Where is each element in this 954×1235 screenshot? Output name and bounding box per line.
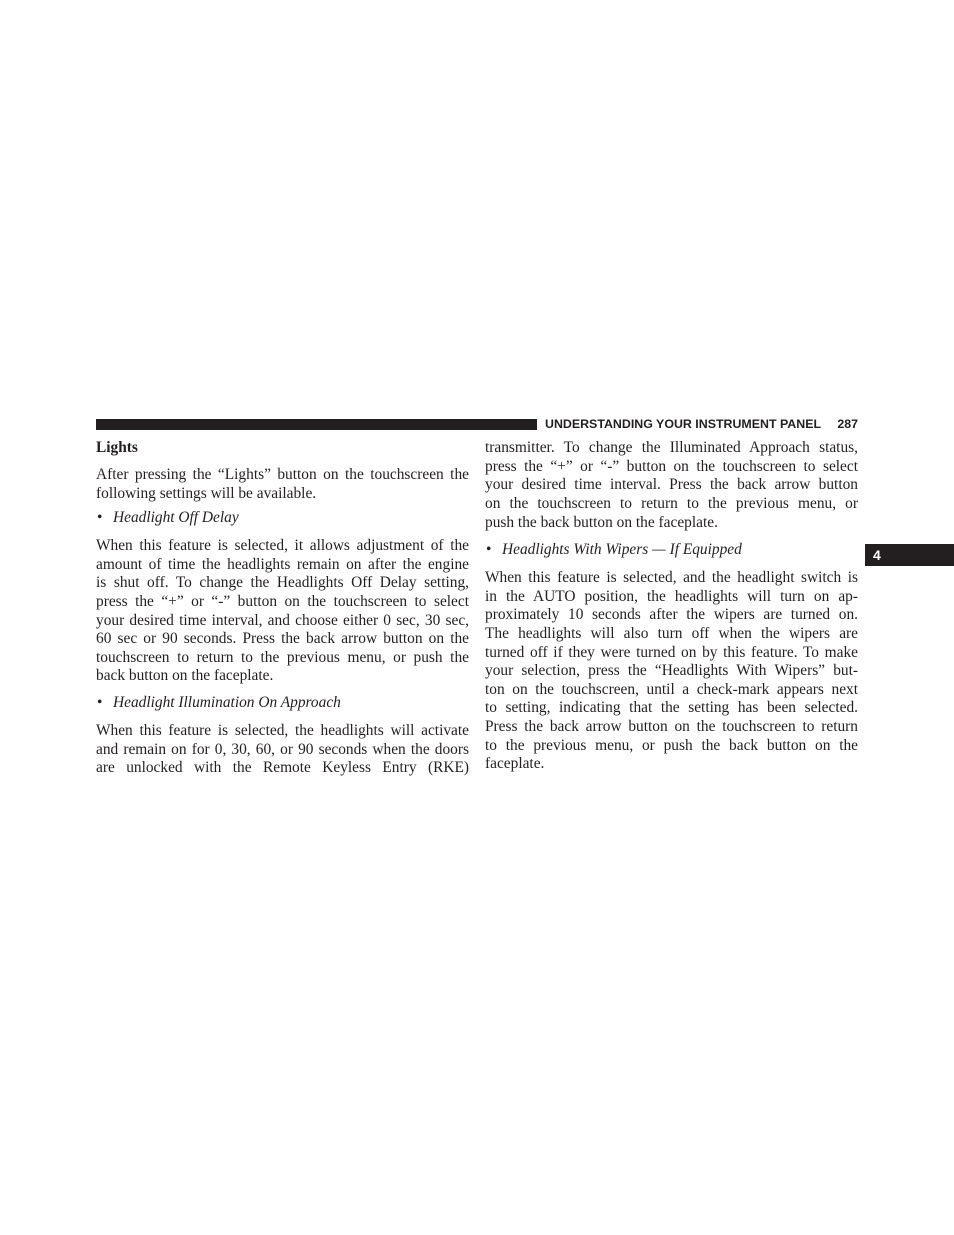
paragraph-line: are unlocked with the Remote Keyless Entry (RKE) [96,759,469,777]
header-rule [96,419,537,430]
paragraph-line: 60 sec or 90 seconds. Press the back arrow button on the [96,630,469,648]
bullet-item-headlight-off-delay [97,509,469,528]
running-header [545,416,858,432]
headlights-with-wipers-paragraph [485,569,858,774]
paragraph-line: touchscreen to return to the previous menu, or push the [96,648,469,666]
headlight-off-delay-paragraph [96,537,469,686]
paragraph-line: is shut off. To change the Headlights Off Delay setting, [96,574,469,592]
section-heading [96,439,469,458]
paragraph-line: push the back button on the faceplate. [485,513,718,531]
paragraph-line: turned off if they were turned on by this feature. To make [485,643,858,661]
paragraph-line: in the AUTO position, the headlights will turn on ap- [485,587,858,605]
paragraph-line: following settings will be available. [96,484,317,502]
illumination-on-approach-paragraph [96,722,469,778]
illumination-on-approach-paragraph-continued [485,439,858,532]
bullet-icon: • [486,541,492,558]
paragraph-line: your desired time interval. Press the back arrow button [485,476,858,494]
paragraph-line: When this feature is selected, and the headlight switch is [485,569,858,586]
bullet-title: Headlight Off Delay [113,509,239,526]
paragraph-line: on the touchscreen to return to the previous menu, or [485,494,858,512]
heading-text: Lights [96,439,138,456]
paragraph-line: back button on the faceplate. [96,667,274,685]
paragraph-line: your desired time interval, and choose either 0 sec, 30 sec, [96,611,469,629]
paragraph-line: your selection, press the “Headlights With Wipers” but- [485,662,858,680]
paragraph-line: faceplate. [485,755,545,773]
paragraph-line: ton on the touchscreen, until a check-mark appears next [485,680,858,698]
chapter-number: 4 [873,547,881,563]
section-title: UNDERSTANDING YOUR INSTRUMENT PANEL [545,417,822,431]
bullet-item-headlights-with-wipers [486,541,858,560]
bullet-title: Headlights With Wipers — If Equipped [502,541,742,558]
intro-paragraph [96,466,469,503]
bullet-title: Headlight Illumination On Approach [113,694,341,711]
bullet-item-illumination-on-approach [97,694,469,713]
bullet-icon: • [97,694,103,711]
paragraph-line: to the previous menu, or push the back button on the [485,736,858,754]
paragraph-line: press the “+” or “-” button on the touchscreen to select [96,592,469,610]
paragraph-line: to setting, indicating that the setting has been selected. [485,699,858,717]
paragraph-line: After pressing the “Lights” button on the touchscreen the [96,466,469,483]
paragraph-line: transmitter. To change the Illuminated Approach status, [485,439,858,456]
paragraph-line: press the “+” or “-” button on the touchscreen to select [485,457,858,475]
paragraph-line: When this feature is selected, the headlights will activate [96,722,469,739]
paragraph-line: and remain on for 0, 30, 60, or 90 seconds when the doors [96,740,469,758]
chapter-tab [865,544,954,566]
paragraph-line: The headlights will also turn off when the wipers are [485,624,858,642]
paragraph-line: amount of time the headlights remain on after the engine [96,555,469,573]
paragraph-line: Press the back arrow button on the touchscreen to return [485,718,858,736]
paragraph-line: proximately 10 seconds after the wipers are turned on. [485,606,858,624]
paragraph-line: When this feature is selected, it allows adjustment of the [96,537,469,554]
page-number: 287 [837,417,858,431]
bullet-icon: • [97,509,103,526]
